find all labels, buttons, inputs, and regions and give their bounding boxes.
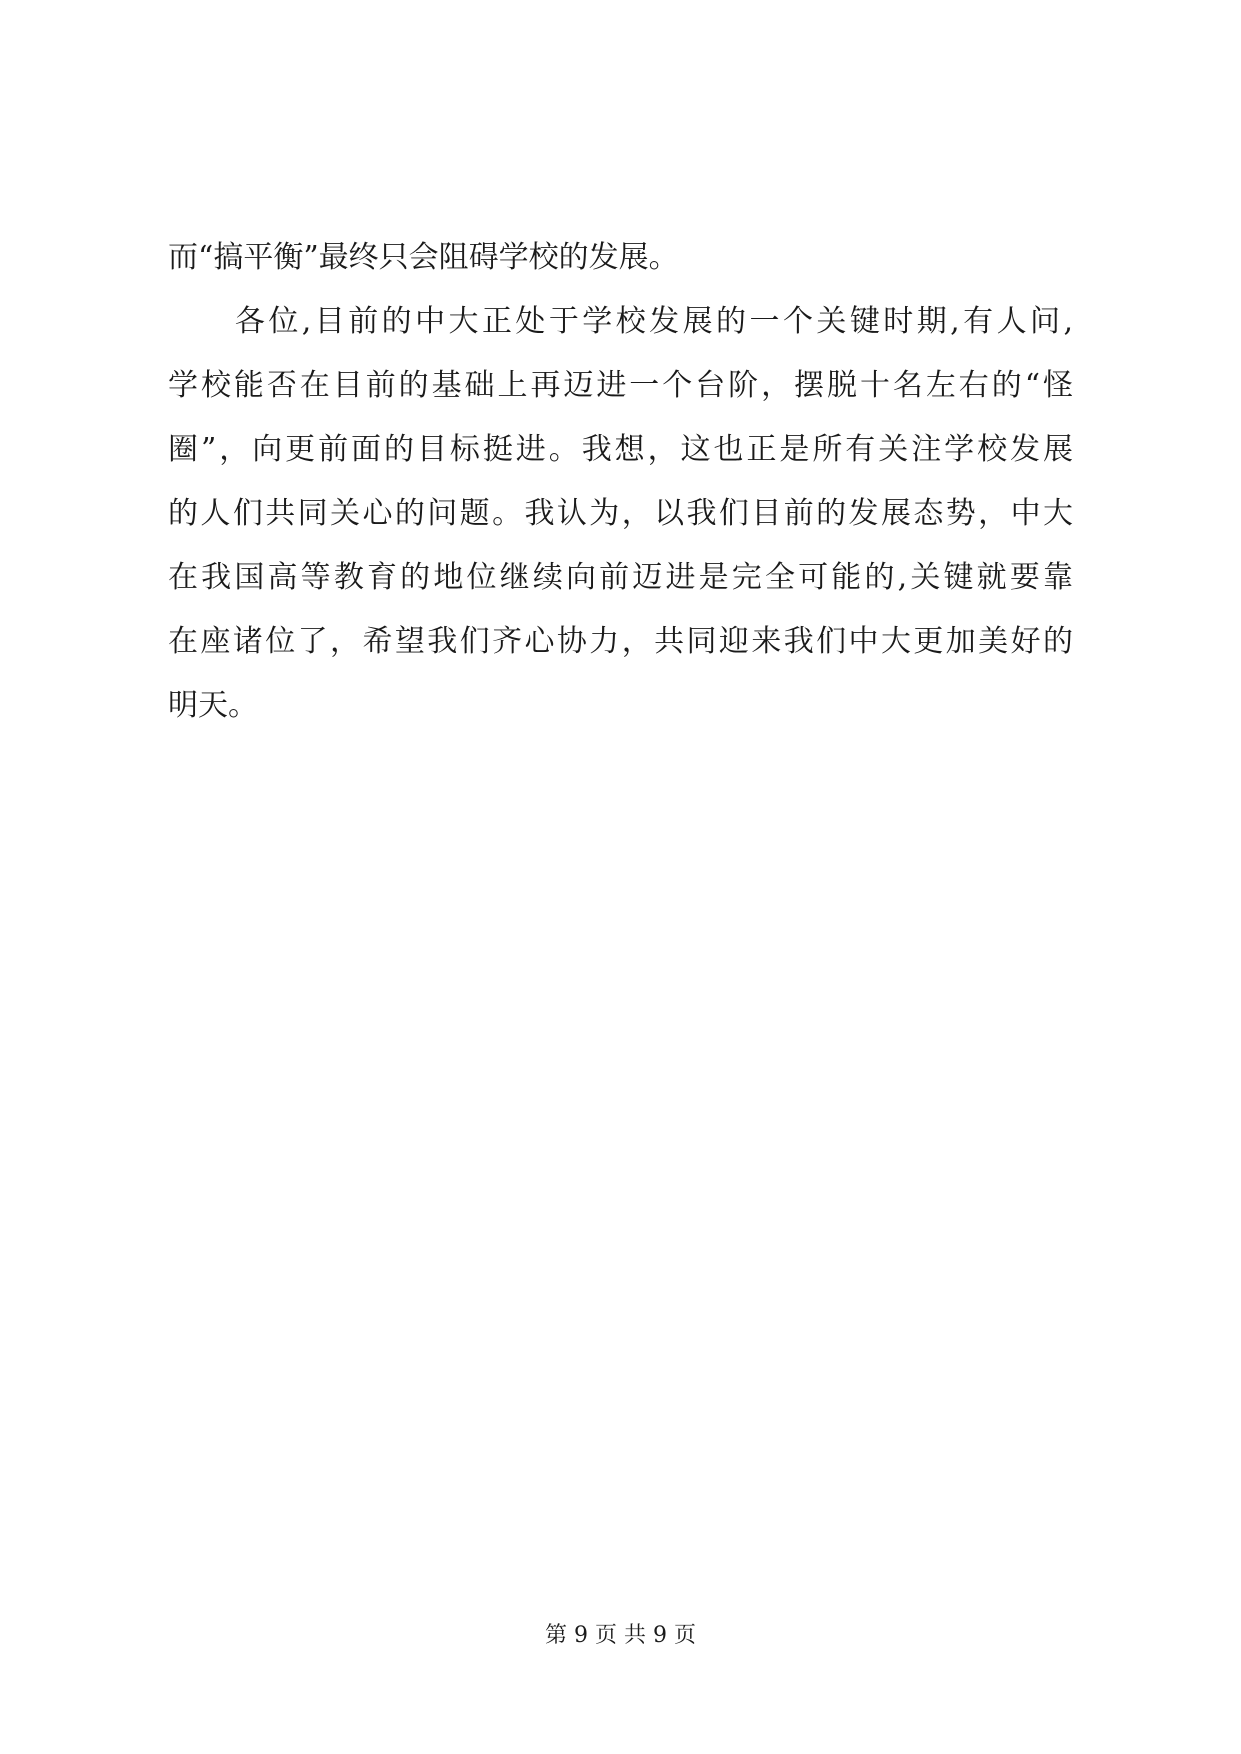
text-line-7: 在座诸位了，希望我们齐心协力，共同迎来我们中大更加美好的 xyxy=(168,624,1073,659)
body-text xyxy=(168,226,1073,738)
text-line-8: 明天。 xyxy=(168,688,258,723)
text-line-2: 各位,目前的中大正处于学校发展的一个关键时期,有人问, xyxy=(168,304,1073,339)
text-line-5: 的人们共同关心的问题。我认为，以我们目前的发展态势，中大 xyxy=(168,496,1073,531)
text-line-1: 而“搞平衡”最终只会阻碍学校的发展。 xyxy=(168,240,679,275)
text-line-6: 在我国高等教育的地位继续向前迈进是完全可能的,关键就要靠 xyxy=(168,560,1073,595)
text-line-4: 圈”，向更前面的目标挺进。我想，这也正是所有关注学校发展 xyxy=(168,432,1073,467)
text-line-3: 学校能否在目前的基础上再迈进一个台阶，摆脱十名左右的“怪 xyxy=(168,368,1073,403)
page-footer: 第 9 页 共 9 页 xyxy=(545,1623,696,1648)
